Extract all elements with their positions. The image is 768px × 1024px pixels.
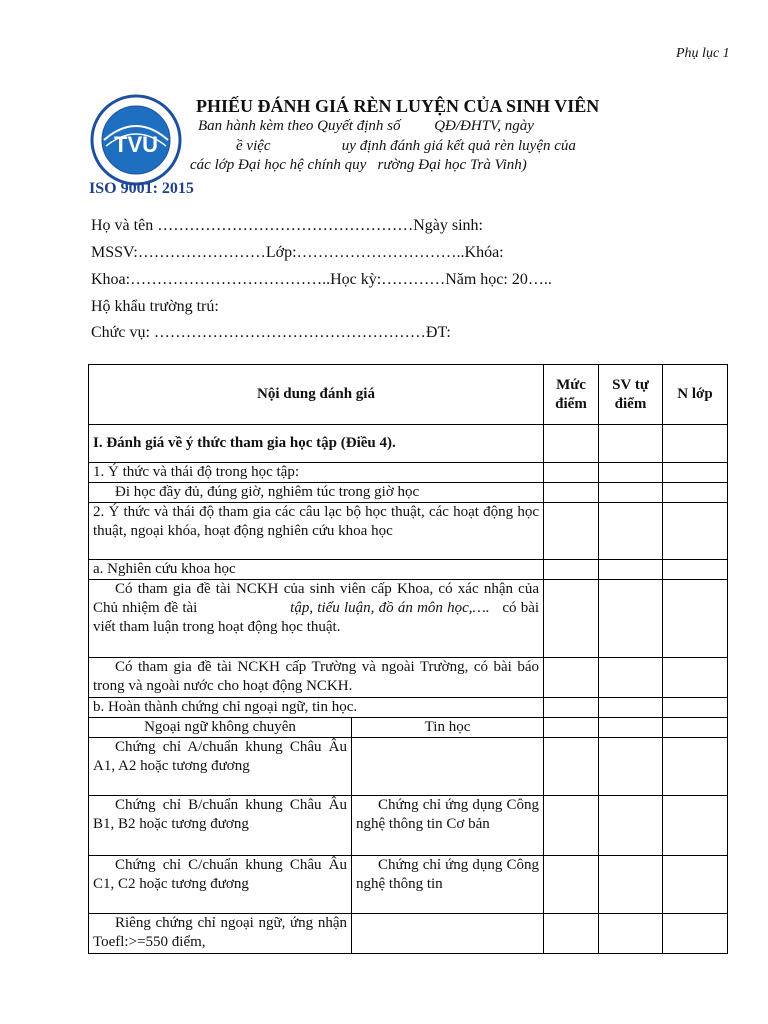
cell-self[interactable] <box>599 914 663 954</box>
form-title: PHIẾU ĐÁNH GIÁ RÈN LUYỆN CỦA SINH VIÊN <box>196 96 600 116</box>
cell-class[interactable] <box>663 503 728 560</box>
cell-self[interactable] <box>599 580 663 658</box>
field-faculty-term: Khoa:………………………………..Học kỳ:…………Năm học: 20….. <box>91 271 552 288</box>
cell-score[interactable] <box>544 914 599 954</box>
cert-lang-a: Chứng chỉ A/chuẩn khung Châu Âu A1, A2 hoặc tương đương <box>89 738 352 796</box>
cell-class[interactable] <box>663 580 728 658</box>
col-it: Tin học <box>352 718 544 738</box>
field-position-phone: Chức vụ: ……………………………………………ĐT: <box>91 324 451 341</box>
cell-self[interactable] <box>599 658 663 698</box>
cell-class[interactable] <box>663 560 728 580</box>
row-research: a. Nghiên cứu khoa học <box>89 560 544 580</box>
cell-self[interactable] <box>599 503 663 560</box>
cell-score[interactable] <box>544 483 599 503</box>
cell-score[interactable] <box>544 718 599 738</box>
cell-score[interactable] <box>544 796 599 856</box>
cell-class[interactable] <box>663 425 728 463</box>
cell-self[interactable] <box>599 560 663 580</box>
header-class-score: N lớp <box>663 365 728 425</box>
cell-class[interactable] <box>663 718 728 738</box>
col-language: Ngoại ngữ không chuyên <box>89 718 352 738</box>
field-residence: Hộ khẩu trường trú: <box>91 298 219 315</box>
evaluation-table <box>88 364 728 954</box>
cell-score[interactable] <box>544 425 599 463</box>
cell-score[interactable] <box>544 738 599 796</box>
cell-class[interactable] <box>663 738 728 796</box>
cert-lang-b: Chứng chỉ B/chuẩn khung Châu Âu B1, B2 hoặc tương đương <box>89 796 352 856</box>
cell-class[interactable] <box>663 856 728 914</box>
cert-lang-toefl: Riêng chứng chỉ ngoại ngữ, ứng nhận Toefl:>=550 điểm, <box>89 914 352 954</box>
cell-self[interactable] <box>599 425 663 463</box>
header-score: Mức điểm <box>544 365 599 425</box>
cell-class[interactable] <box>663 698 728 718</box>
cell-class[interactable] <box>663 483 728 503</box>
cell-class[interactable] <box>663 796 728 856</box>
row-certificates: b. Hoàn thành chứng chỉ ngoại ngữ, tin học. <box>89 698 544 718</box>
subtitle-line-3: các lớp Đại học hệ chính quy rường Đại học Trà Vinh) <box>190 157 527 173</box>
cell-self[interactable] <box>599 856 663 914</box>
iso-label: ISO 9001: 2015 <box>89 180 194 197</box>
cert-it-advanced: Chứng chỉ ứng dụng Công nghệ thông tin <box>352 856 544 914</box>
row-university-research: Có tham gia đề tài NCKH cấp Trường và ngoài Trường, có bài báo trong và ngoài nước cho hoạt động NCKH. <box>89 658 544 698</box>
logo-text: TVU <box>114 132 158 157</box>
row-attendance: Đi học đầy đủ, đúng giờ, nghiêm túc trong giờ học <box>89 483 544 503</box>
cell-self[interactable] <box>599 718 663 738</box>
university-logo <box>90 94 182 186</box>
subtitle-line-1: Ban hành kèm theo Quyết định số QĐ/ĐHTV, ngày <box>198 118 534 134</box>
row-faculty-research: Có tham gia đề tài NCKH của sinh viên cấp Khoa, có xác nhận của Chủ nhiệm đề tài tập, tiểu luận, đồ án môn học,…. có bài viết tham luận trong hoạt động học thuật. <box>89 580 544 658</box>
cert-lang-c: Chứng chỉ C/chuẩn khung Châu Âu C1, C2 hoặc tương đương <box>89 856 352 914</box>
section-1-title: I. Đánh giá về ý thức tham gia học tập (Điều 4). <box>89 425 544 463</box>
cert-it-blank <box>352 914 544 954</box>
cell-score[interactable] <box>544 503 599 560</box>
cell-score[interactable] <box>544 560 599 580</box>
cell-score[interactable] <box>544 856 599 914</box>
cell-self[interactable] <box>599 483 663 503</box>
cell-score[interactable] <box>544 463 599 483</box>
cell-score[interactable] <box>544 698 599 718</box>
row-clubs: 2. Ý thức và thái độ tham gia các câu lạc bộ học thuật, các hoạt động học thuật, ngoại khóa, hoạt động nghiên cứu khoa học <box>89 503 544 560</box>
cell-class[interactable] <box>663 463 728 483</box>
subtitle-line-2: ề việc uy định đánh giá kết quả rèn luyện của <box>236 138 576 154</box>
cell-score[interactable] <box>544 658 599 698</box>
cell-score[interactable] <box>544 580 599 658</box>
cell-self[interactable] <box>599 463 663 483</box>
header-content: Nội dung đánh giá <box>89 365 544 425</box>
cert-it-1 <box>352 738 544 796</box>
cell-self[interactable] <box>599 738 663 796</box>
cell-self[interactable] <box>599 698 663 718</box>
field-name-dob: Họ và tên …………………………………………Ngày sinh: <box>91 217 483 234</box>
header-self-score: SV tự điểm <box>599 365 663 425</box>
appendix-label: Phụ lục 1 <box>676 46 730 61</box>
field-id-class: MSSV:……………………Lớp:…………………………..Khóa: <box>91 244 504 261</box>
cell-class[interactable] <box>663 914 728 954</box>
row-attitude: 1. Ý thức và thái độ trong học tập: <box>89 463 544 483</box>
cert-it-basic: Chứng chỉ ứng dụng Công nghệ thông tin Cơ bản <box>352 796 544 856</box>
cell-class[interactable] <box>663 658 728 698</box>
cell-self[interactable] <box>599 796 663 856</box>
